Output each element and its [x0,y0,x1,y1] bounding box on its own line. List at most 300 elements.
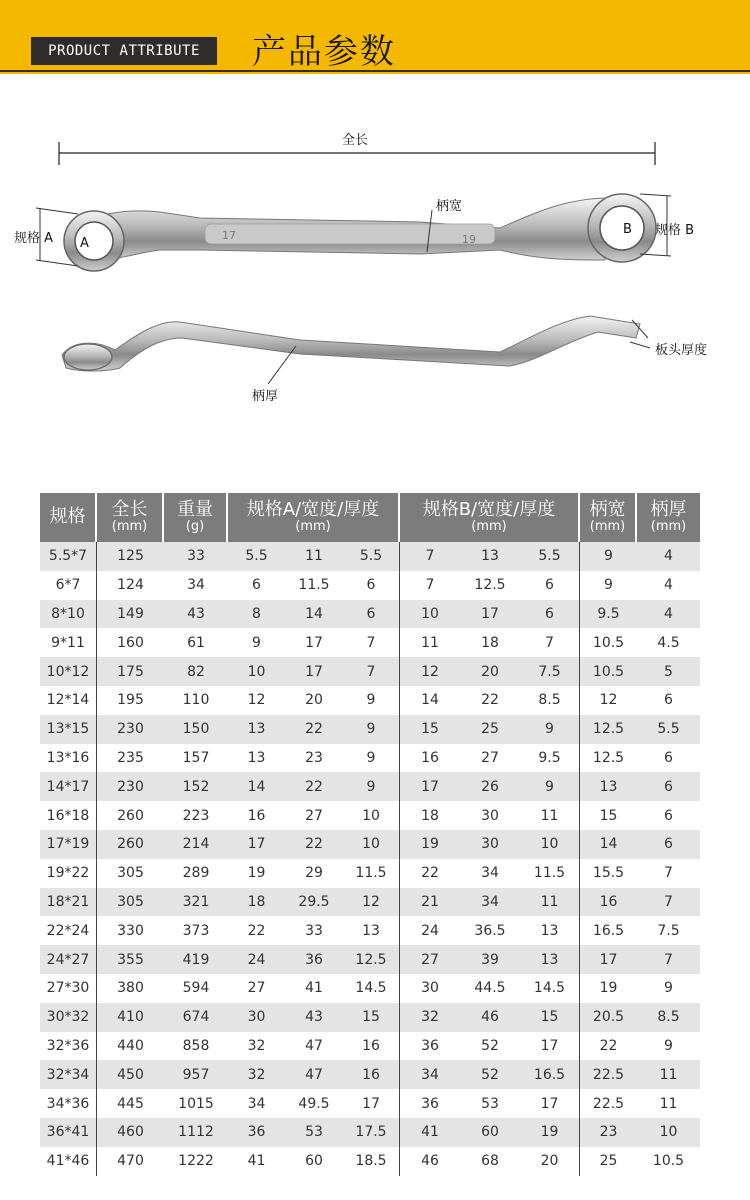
engrave-right: 19 [462,233,476,246]
table-cell: 19*22 [40,859,97,888]
wrench-diagram [0,110,750,440]
table-cell: 23 [580,1118,637,1147]
table-cell: 5.5 [637,715,700,744]
table-cell: 36 [285,945,343,974]
table-cell: 17 [580,945,637,974]
table-cell: 13 [247,749,266,766]
table-cell: 149 [97,600,164,629]
table-cell: 9 [343,686,400,715]
table-cell: 30 [460,830,520,859]
table-cell: 7 [343,657,400,686]
engrave-left: 17 [222,229,236,242]
table-cell: 22.5 [580,1060,637,1089]
table-cell: 373 [182,922,210,939]
table-cell: 14.5 [343,974,400,1003]
table-cell: 41 [247,1153,266,1170]
table-row [40,1089,700,1118]
table-cell: 36 [228,1118,285,1147]
table-cell: 18 [421,807,439,824]
table-cell: 13 [228,715,285,744]
table-cell: 7 [637,945,700,974]
table-cell: 68 [481,1153,499,1170]
table-cell: 47 [305,1037,323,1054]
table-cell: 4 [637,600,700,629]
table-cell: 9 [604,577,613,594]
table-cell: 34 [400,1060,460,1089]
table-cell: 34 [460,888,520,917]
table-cell: 858 [182,1037,210,1054]
table-cell: 11.5 [298,577,330,594]
table-cell: 16 [580,888,637,917]
table-cell: 9 [664,1037,673,1054]
table-cell: 15 [400,715,460,744]
table-cell: 22 [481,692,499,709]
header-label: 规格A/宽度/厚度 [246,499,380,521]
table-cell: 13 [343,916,400,945]
table-cell: 32 [400,1003,460,1032]
table-cell: 12 [247,692,266,709]
table-cell: 9 [343,715,400,744]
table-cell: 10 [228,657,285,686]
table-cell: 29.5 [285,888,343,917]
table-cell: 32*36 [40,1032,97,1061]
table-cell: 27 [247,980,266,997]
table-cell: 230 [97,772,164,801]
table-cell: 53 [481,1095,499,1112]
header-cell [40,493,97,542]
header-cell [400,493,580,542]
table-row [40,542,700,571]
table-cell: 30 [228,1003,285,1032]
table-cell: 9 [520,715,580,744]
overall-length-label: 全长 [341,133,369,148]
table-cell: 14 [580,830,637,859]
table-cell: 22*24 [40,916,97,945]
table-cell: 41*46 [40,1147,97,1176]
table-cell: 11 [520,888,580,917]
table-cell: 14 [228,772,285,801]
table-cell: 150 [164,715,228,744]
table-cell: 43 [285,1003,343,1032]
table-cell: 10.5 [592,634,625,651]
table-cell: 39 [460,945,520,974]
table-row [40,600,700,629]
table-cell: 6 [664,807,673,824]
table-cell: 110 [182,692,210,709]
table-body [40,542,700,1176]
product-attribute-tag: PRODUCT ATTRIBUTE [31,37,217,65]
table-cell: 9.5 [520,744,580,773]
table-cell: 25 [599,1153,618,1170]
table-cell: 12 [343,888,400,917]
table-cell: 12.5 [580,715,637,744]
table-cell: 9 [343,772,400,801]
table-cell: 6 [343,571,400,600]
table-row [40,1147,700,1176]
table-cell: 23 [305,749,323,766]
table-cell: 36.5 [474,922,506,939]
table-cell: 8 [228,600,285,629]
table-row [40,1060,700,1089]
table-cell: 6 [637,830,700,859]
table-cell: 27 [305,807,323,824]
table-cell: 6 [664,749,673,766]
table-cell: 470 [117,1153,144,1170]
table-cell: 19 [400,830,460,859]
table-cell: 10 [637,1118,700,1147]
table-cell: 13*16 [40,744,97,773]
table-cell: 12.5 [474,577,506,594]
table-cell: 47 [285,1060,343,1089]
table-cell: 8.5 [520,686,580,715]
table-cell: 19 [599,980,618,997]
handle-thickness-label: 柄厚 [252,389,279,404]
table-cell: 8*10 [40,600,97,629]
table-cell: 5.5 [520,542,580,571]
table-cell: 17.5 [343,1118,400,1147]
table-cell: 18 [481,634,499,651]
table-cell: 27 [400,945,460,974]
table-cell: 10.5 [652,1153,685,1170]
table-cell: 5.5 [228,542,285,571]
table-row [40,859,700,888]
table-cell: 29 [305,865,323,882]
table-row [40,571,700,600]
table-row [40,1032,700,1061]
table-cell: 20.5 [580,1003,637,1032]
table-cell: 7 [400,542,460,571]
table-row [40,916,700,945]
table-cell: 260 [117,807,144,824]
table-cell: 16 [421,749,439,766]
table-cell: 34*36 [40,1089,97,1118]
table-cell: 27 [481,749,499,766]
table-cell: 305 [97,888,164,917]
table-cell: 5.5 [343,542,400,571]
table-cell: 32 [228,1060,285,1089]
table-cell: 160 [117,634,144,651]
table-cell: 10 [520,830,580,859]
table-cell: 22 [599,1037,618,1054]
table-cell: 10 [400,600,460,629]
table-cell: 223 [182,807,210,824]
header-label: 柄厚 [650,499,687,521]
table-cell: 32*34 [40,1060,97,1089]
table-cell: 674 [164,1003,228,1032]
header-cell [164,493,228,542]
table-row [40,945,700,974]
table-cell: 5 [637,657,700,686]
table-cell: 10 [343,801,400,830]
table-cell: 17 [400,772,460,801]
table-row [40,888,700,917]
table-cell: 52 [460,1060,520,1089]
table-cell: 594 [182,980,210,997]
table-cell: 7 [637,888,700,917]
table-cell: 41 [400,1118,460,1147]
table-cell: 260 [97,830,164,859]
table-cell: 15.5 [592,865,625,882]
head-thickness-label: 板头厚度 [655,343,708,358]
header-label: 规格B/宽度/厚度 [422,499,556,521]
header-unit: (mm) [111,519,148,535]
header-cell [228,493,400,542]
table-cell: 34 [247,1095,266,1112]
table-cell: 27*30 [40,974,97,1003]
table-cell: 17 [520,1032,580,1061]
spec-b-letter: B [623,222,632,237]
table-row [40,974,700,1003]
table-cell: 20 [460,657,520,686]
table-cell: 34 [481,865,499,882]
table-cell: 11 [659,1095,678,1112]
header-unit: (g) [185,519,205,535]
header-cell [580,493,637,542]
table-cell: 410 [97,1003,164,1032]
table-cell: 18.5 [343,1147,400,1176]
table-cell: 24 [421,922,439,939]
table-cell: 8.5 [637,1003,700,1032]
table-cell: 32 [247,1037,266,1054]
table-cell: 13 [460,542,520,571]
table-cell: 22 [285,715,343,744]
table-cell: 460 [97,1118,164,1147]
table-cell: 12 [599,692,618,709]
table-cell: 445 [117,1095,144,1112]
table-cell: 14.5 [520,974,580,1003]
table-cell: 7 [343,628,400,657]
table-cell: 17 [343,1089,400,1118]
table-cell: 7 [425,577,435,594]
table-cell: 7 [664,865,673,882]
table-cell: 11 [285,542,343,571]
table-cell: 9*11 [40,628,97,657]
table-cell: 17*19 [40,830,97,859]
table-row [40,686,700,715]
table-cell: 33 [305,922,323,939]
table-cell: 419 [164,945,228,974]
table-cell: 13 [520,916,580,945]
table-cell: 13 [580,772,637,801]
table-cell: 9.5 [580,600,637,629]
table-row [40,772,700,801]
table-cell: 157 [182,749,210,766]
table-cell: 11.5 [343,859,400,888]
table-cell: 305 [117,865,144,882]
table-cell: 30*32 [40,1003,97,1032]
table-cell: 7 [520,628,580,657]
table-cell: 4.5 [657,634,680,651]
table-row [40,801,700,830]
table-cell: 957 [164,1060,228,1089]
page-title: 产品参数 [252,32,396,72]
table-cell: 36 [421,1037,439,1054]
header-unit: (mm) [295,519,331,535]
table-cell: 321 [164,888,228,917]
table-cell: 25 [460,715,520,744]
table-cell: 10.5 [580,657,637,686]
table-cell: 14 [421,692,439,709]
table-cell: 15 [520,1003,580,1032]
table-cell: 6*7 [40,571,97,600]
table-cell: 6 [343,600,400,629]
table-cell: 6 [520,571,580,600]
spec-table [40,493,700,1176]
wrench-top-view [64,194,656,271]
table-cell: 26 [460,772,520,801]
table-cell: 4 [637,542,700,571]
table-cell: 19 [520,1118,580,1147]
wrench-side-view [62,316,640,371]
table-cell: 7.5 [657,922,680,939]
spec-b-label: 规格 B [655,223,695,238]
header-unit: (mm) [471,519,507,535]
table-cell: 1112 [164,1118,228,1147]
table-cell: 355 [97,945,164,974]
table-cell: 20 [305,692,323,709]
header-cell [637,493,700,542]
table-cell: 24 [228,945,285,974]
table-cell: 46 [421,1153,439,1170]
table-cell: 43 [164,600,228,629]
table-cell: 44.5 [474,980,506,997]
table-cell: 22 [421,865,439,882]
table-cell: 1015 [178,1095,214,1112]
table-row [40,830,700,859]
table-cell: 124 [117,577,144,594]
header-label: 规格 [49,506,86,528]
table-cell: 175 [97,657,164,686]
table-cell: 49.5 [298,1095,330,1112]
table-cell: 12.5 [592,749,625,766]
table-cell: 9 [252,634,261,651]
table-row [40,628,700,657]
spec-a-label: 规格 A [14,231,54,246]
table-row [40,657,700,686]
overall-length-dimension [59,133,655,165]
table-cell: 6 [664,692,673,709]
table-cell: 440 [117,1037,144,1054]
header-label: 重量 [177,499,213,521]
table-cell: 60 [305,1153,323,1170]
table-cell: 450 [97,1060,164,1089]
table-cell: 53 [285,1118,343,1147]
table-cell: 9 [343,744,400,773]
table-cell: 36*41 [40,1118,97,1147]
table-cell: 13 [520,945,580,974]
table-cell: 152 [164,772,228,801]
table-cell: 10 [343,830,400,859]
table-cell: 330 [117,922,144,939]
table-cell: 12.5 [343,945,400,974]
handle-width-label: 柄宽 [436,199,463,214]
table-cell: 17 [305,634,323,651]
table-cell: 17 [228,830,285,859]
table-cell: 15 [599,807,618,824]
table-cell: 22 [285,772,343,801]
table-cell: 1222 [178,1153,214,1170]
table-cell: 289 [182,865,210,882]
table-cell: 9 [664,980,673,997]
table-cell: 18*21 [40,888,97,917]
table-cell: 16.5 [520,1060,580,1089]
table-cell: 14*17 [40,772,97,801]
table-header [40,493,700,542]
table-cell: 82 [164,657,228,686]
table-cell: 30 [421,980,439,997]
table-row [40,1118,700,1147]
table-cell: 41 [305,980,323,997]
table-cell: 12 [400,657,460,686]
table-cell: 17 [285,657,343,686]
table-cell: 125 [97,542,164,571]
table-cell: 9 [520,772,580,801]
table-cell: 6 [637,772,700,801]
table-cell: 14 [285,600,343,629]
header-label: 全长 [111,499,148,521]
header-cell [97,493,164,542]
table-cell: 22 [285,830,343,859]
table-cell: 16 [247,807,266,824]
table-cell: 36 [421,1095,439,1112]
table-cell: 61 [187,634,205,651]
table-cell: 6 [520,600,580,629]
table-cell: 230 [97,715,164,744]
table-cell: 20 [520,1147,580,1176]
table-cell: 22 [247,922,266,939]
table-cell: 6 [252,577,261,594]
table-cell: 380 [117,980,144,997]
table-cell: 46 [460,1003,520,1032]
table-cell: 5.5*7 [40,542,97,571]
table-cell: 11 [421,634,439,651]
table-cell: 16 [343,1060,400,1089]
table-cell: 235 [117,749,144,766]
table-cell: 52 [481,1037,499,1054]
table-cell: 60 [460,1118,520,1147]
table-row [40,715,700,744]
table-cell: 16*18 [40,801,97,830]
table-row [40,1003,700,1032]
table-cell: 19 [247,865,266,882]
spec-a-letter: A [80,236,89,251]
table-cell: 214 [164,830,228,859]
table-cell: 17 [460,600,520,629]
table-cell: 7.5 [520,657,580,686]
table-cell: 34 [187,577,205,594]
table-row [40,744,700,773]
table-cell: 33 [164,542,228,571]
table-cell: 30 [481,807,499,824]
table-cell: 24*27 [40,945,97,974]
table-cell: 17 [520,1089,580,1118]
header-unit: (mm) [650,519,687,535]
table-cell: 13*15 [40,715,97,744]
table-cell: 9 [580,542,637,571]
table-cell: 10*12 [40,657,97,686]
table-cell: 11 [637,1060,700,1089]
table-cell: 16 [343,1032,400,1061]
table-cell: 15 [343,1003,400,1032]
table-cell: 21 [400,888,460,917]
header-label: 柄宽 [589,499,626,521]
header-unit: (mm) [589,519,626,535]
table-cell: 16.5 [592,922,625,939]
table-cell: 12*14 [40,686,97,715]
table-cell: 22.5 [592,1095,625,1112]
table-cell: 195 [117,692,144,709]
table-cell: 11.5 [520,859,580,888]
